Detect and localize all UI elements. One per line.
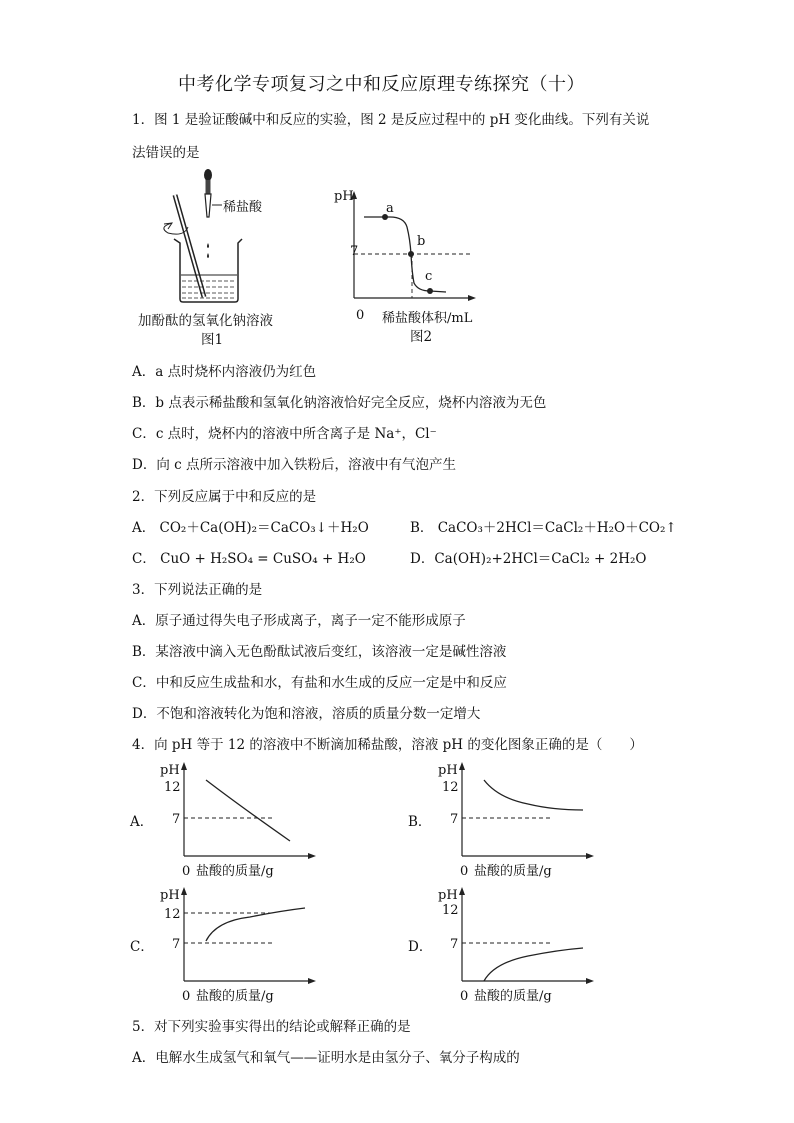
q4-graph-tick-7: 7 xyxy=(172,937,181,952)
q4-graph-tick-7: 7 xyxy=(450,937,459,952)
page-title: 中考化学专项复习之中和反应原理专练探究（十） xyxy=(178,74,585,95)
q4-graph-xlabel: 盐酸的质量/g xyxy=(474,864,552,878)
fig2-ylabel: pH xyxy=(334,189,354,204)
q4-graph-ylabel: pH xyxy=(160,763,180,778)
dropper-icon xyxy=(204,169,212,217)
q4-stem: 4．向 pH 等于 12 的溶液中不断滴加稀盐酸，溶液 pH 的变化图象正确的是（ ） xyxy=(132,737,643,753)
q4-graph-ylabel: pH xyxy=(438,763,458,778)
q1-stem-line1: 1．图 1 是验证酸碱中和反应的实验，图 2 是反应过程中的 pH 变化曲线。下列有关说 xyxy=(132,112,650,128)
q4-graph-xlabel: 盐酸的质量/g xyxy=(196,864,274,878)
fig1-reagent-label: 稀盐酸 xyxy=(223,200,263,215)
q2-option-a: A． CO₂＋Ca(OH)₂＝CaCO₃↓＋H₂O xyxy=(132,520,369,536)
q1-option-a: A．a 点时烧杯内溶液仍为红色 xyxy=(132,364,317,380)
q4-graph-origin: 0 xyxy=(460,864,469,878)
fig1-caption: 图1 xyxy=(201,332,224,348)
q3-option-a: A．原子通过得失电子形成离子，离子一定不能形成原子 xyxy=(132,613,466,629)
q1-stem-line2: 法错误的是 xyxy=(132,145,200,161)
q4-graph-ylabel: pH xyxy=(160,888,180,903)
fig2-tick-7: 7 xyxy=(350,244,359,259)
fig2-point-b: b xyxy=(417,234,426,249)
q4-graph-tick-12: 12 xyxy=(442,903,459,918)
q3-stem: 3．下列说法正确的是 xyxy=(132,582,263,598)
q2-option-c: C． CuO + H₂SO₄ = CuSO₄ + H₂O xyxy=(132,551,366,567)
fig2-xlabel: 稀盐酸体积/mL xyxy=(382,311,473,326)
fig2-point-c: c xyxy=(425,269,433,284)
q4-graph-origin: 0 xyxy=(182,989,191,1003)
q4-graph-xlabel: 盐酸的质量/g xyxy=(196,989,274,1003)
q4-graph-origin: 0 xyxy=(182,864,191,878)
q4-graph-b xyxy=(428,758,598,878)
q5-stem: 5．对下列实验事实得出的结论或解释正确的是 xyxy=(132,1019,411,1035)
figure-2-ph-curve xyxy=(330,183,490,348)
q4-graph-tick-12: 12 xyxy=(164,780,181,795)
beaker-icon xyxy=(174,239,242,302)
q4-graph-c xyxy=(150,883,320,1003)
q4-graph-tick-12: 12 xyxy=(164,907,181,922)
fig2-point-a: a xyxy=(386,201,394,216)
fig2-origin: 0 xyxy=(356,308,365,323)
figure-1-beaker xyxy=(130,165,300,350)
q4-option-d-label: D． xyxy=(408,939,433,955)
q1-option-b: B．b 点表示稀盐酸和氢氧化钠溶液恰好完全反应，烧杯内溶液为无色 xyxy=(132,395,547,411)
q3-option-c: C．中和反应生成盐和水，有盐和水生成的反应一定是中和反应 xyxy=(132,675,507,691)
q4-graph-xlabel: 盐酸的质量/g xyxy=(474,989,552,1003)
q2-option-b: B． CaCO₃＋2HCl＝CaCl₂＋H₂O＋CO₂↑ xyxy=(410,520,677,536)
q4-graph-tick-7: 7 xyxy=(450,812,459,827)
q4-option-b-label: B． xyxy=(408,814,432,830)
q4-graph-d xyxy=(428,883,598,1003)
q5-option-a: A．电解水生成氢气和氧气——证明水是由氢分子、氧分子构成的 xyxy=(132,1050,520,1066)
q4-graph-a xyxy=(150,758,320,878)
q4-graph-ylabel: pH xyxy=(438,888,458,903)
q2-option-d: D．Ca(OH)₂+2HCl＝CaCl₂ + 2H₂O xyxy=(410,551,647,567)
q3-option-d: D．不饱和溶液转化为饱和溶液，溶质的质量分数一定增大 xyxy=(132,706,481,722)
q4-graph-tick-12: 12 xyxy=(442,780,459,795)
fig2-caption: 图2 xyxy=(410,329,433,345)
q2-stem: 2．下列反应属于中和反应的是 xyxy=(132,489,317,505)
q3-option-b: B．某溶液中滴入无色酚酞试液后变红，该溶液一定是碱性溶液 xyxy=(132,644,507,660)
q4-option-a-label: A． xyxy=(130,814,154,830)
q1-option-c: C．c 点时，烧杯内的溶液中所含离子是 Na⁺，Cl⁻ xyxy=(132,426,437,442)
q1-option-d: D．向 c 点所示溶液中加入铁粉后，溶液中有气泡产生 xyxy=(132,457,456,473)
q4-graph-origin: 0 xyxy=(460,989,469,1003)
q4-graph-tick-7: 7 xyxy=(172,812,181,827)
q4-option-c-label: C． xyxy=(130,939,154,955)
fig1-beaker-label: 加酚酞的氢氧化钠溶液 xyxy=(138,313,273,329)
